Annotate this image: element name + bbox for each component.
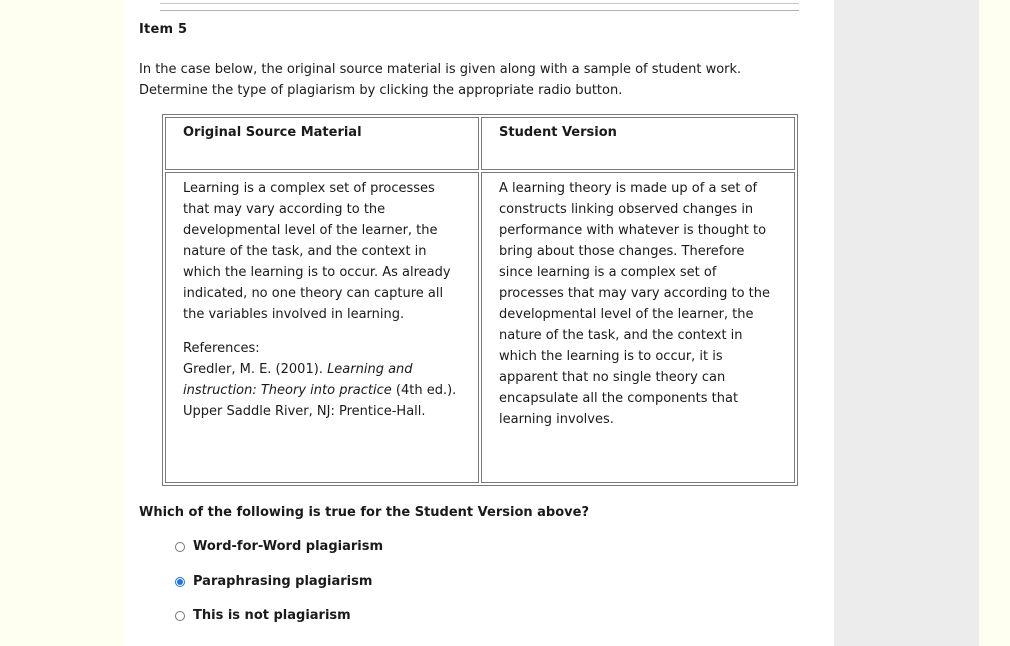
- option-label: Word-for-Word plagiarism: [193, 539, 383, 554]
- item-title: Item 5: [139, 22, 188, 37]
- radio-paraphrasing[interactable]: [175, 577, 185, 587]
- header-student: Student Version: [481, 117, 795, 170]
- original-source-cell: [165, 172, 479, 483]
- original-text: Learning is a complex set of processes that may vary according to the developmental level of the learner, the nature of the task, and the context in which the learning is to occur. As already indicated, no one theory can capture all the variables involved in learning.: [183, 181, 451, 322]
- divider-bottom: [160, 10, 799, 11]
- radio-not-plagiarism[interactable]: [175, 611, 185, 621]
- instructions: [139, 59, 799, 101]
- table-body-row: [165, 172, 795, 483]
- header-original: Original Source Material: [165, 117, 479, 170]
- option-paraphrasing[interactable]: [175, 574, 372, 589]
- option-not-plagiarism[interactable]: [175, 608, 351, 623]
- question-prompt: Which of the following is true for the Student Version above?: [139, 505, 589, 520]
- table-header-row: [165, 117, 795, 170]
- content-panel: [124, 0, 834, 646]
- option-label: Paraphrasing plagiarism: [193, 574, 373, 589]
- student-text: A learning theory is made up of a set of constructs linking observed changes in performance with whatever is thought to bring about those changes. Therefore since learning is a complex set of processes that may vary according to the developmental level of the learner, the nature of the task, and the context in which the learning is to occur, it is apparent that no single theory can encapsulate all the components that learning involves.: [499, 181, 771, 427]
- instructions-line-1: In the case below, the original source material is given along with a sample of student work.: [139, 62, 742, 77]
- option-label: This is not plagiarism: [193, 608, 351, 623]
- right-sidebar: [834, 0, 979, 646]
- student-version-cell: [481, 172, 795, 483]
- reference-citation: Gredler, M. E. (2001). Learning and instruction: Theory into practice (4th ed.). Upper Saddle River, NJ: Prentice-Hall.: [183, 362, 457, 419]
- divider-top: [160, 3, 799, 4]
- comparison-table: [162, 114, 798, 486]
- references-label: References:: [183, 341, 260, 356]
- instructions-line-2: Determine the type of plagiarism by clicking the appropriate radio button.: [139, 83, 623, 98]
- option-word-for-word[interactable]: [175, 539, 383, 554]
- radio-word-for-word[interactable]: [175, 542, 185, 552]
